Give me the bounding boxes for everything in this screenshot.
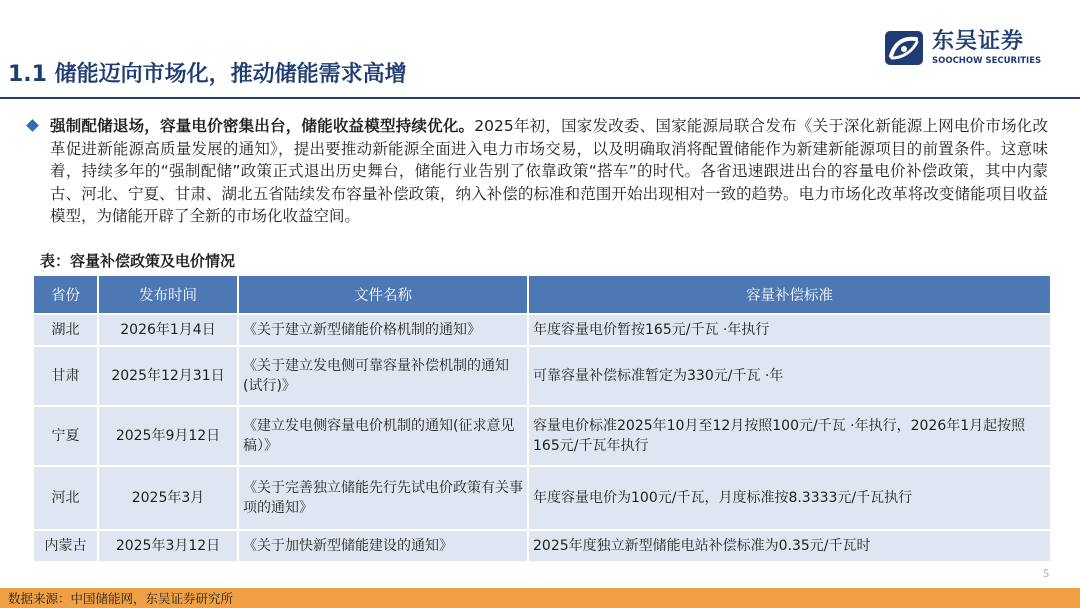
company-logo: [884, 28, 1054, 70]
body-section: [28, 115, 1048, 228]
cell-standard: 年度容量电价为100元/千瓦，月度标准按8.3333元/千瓦执行: [528, 466, 1050, 530]
cell-date: 2025年3月: [98, 466, 238, 530]
cell-date: 2026年1月4日: [98, 314, 238, 346]
cell-province: 宁夏: [34, 406, 98, 466]
column-header-standard: 容量补偿标准: [528, 276, 1050, 314]
soochow-logo-icon: [884, 30, 924, 66]
data-source-note: 数据来源：中国储能网，东吴证券研究所: [8, 591, 234, 606]
cell-date: 2025年9月12日: [98, 406, 238, 466]
cell-document: 《关于加快新型储能建设的通知》: [238, 530, 528, 561]
cell-document: 《建立发电侧容量电价机制的通知(征求意见稿）》: [238, 406, 528, 466]
policy-table: [34, 276, 1050, 561]
table-row: [34, 530, 1050, 561]
cell-standard: 2025年度独立新型储能电站补偿标准为0.35元/千瓦时: [528, 530, 1050, 561]
cell-province: 湖北: [34, 314, 98, 346]
column-header-province: 省份: [34, 276, 98, 314]
column-header-document: 文件名称: [238, 276, 528, 314]
table-row: [34, 406, 1050, 466]
table-row: [34, 314, 1050, 346]
cell-date: 2025年3月12日: [98, 530, 238, 561]
table-row: [34, 466, 1050, 530]
cell-document: 《关于建立发电侧可靠容量补偿机制的通知(试行)》: [238, 346, 528, 406]
cell-document: 《关于建立新型储能价格机制的通知》: [238, 314, 528, 346]
cell-standard: 容量电价标准2025年10月至12月按照100元/千瓦 ·年执行，2026年1月起按照165元/千瓦年执行: [528, 406, 1050, 466]
cell-province: 河北: [34, 466, 98, 530]
table-row: [34, 346, 1050, 406]
cell-province: 内蒙古: [34, 530, 98, 561]
diamond-bullet-icon: [26, 119, 39, 132]
cell-province: 甘肃: [34, 346, 98, 406]
page-title: 1.1 储能迈向市场化，推动储能需求高增: [8, 62, 407, 87]
cell-date: 2025年12月31日: [98, 346, 238, 406]
page-number: 5: [1043, 566, 1049, 580]
table-header-row: [34, 276, 1050, 314]
footer-bar: [0, 588, 1080, 608]
paragraph-text: 2025年初，国家发改委、国家能源局联合发布《关于深化新能源上网电价市场化改革促进新能源高质量发展的通知》，提出要推动新能源全面进入电力市场交易，以及明确取消将配置储能作为新建新能源项目的前置条件。这意味着，持续多年的“强制配储”政策正式退出历史舞台，储能行业告别了依靠政策“搭车”的时代。各省迅速跟进出台的容量电价补偿政策，其中内蒙古、河北、宁夏、甘肃、湖北五省陆续发布容量补偿政策，纳入补偿的标准和范围开始出现相对一致的趋势。电力市场化改革将改变储能项目收益模型，为储能开辟了全新的市场化收益空间。: [50, 117, 1048, 225]
cell-standard: 年度容量电价暂按165元/千瓦 ·年执行: [528, 314, 1050, 346]
column-header-date: 发布时间: [98, 276, 238, 314]
cell-standard: 可靠容量补偿标准暂定为330元/千瓦 ·年: [528, 346, 1050, 406]
title-divider: [0, 97, 1080, 99]
paragraph-lead: 强制配储退场，容量电价密集出台，储能收益模型持续优化。: [50, 117, 475, 135]
logo-english-name: SOOCHOW SECURITIES: [932, 56, 1042, 66]
logo-chinese-name: 东吴证券: [932, 29, 1025, 54]
table-caption: 表：容量补偿政策及电价情况: [40, 252, 236, 270]
body-paragraph: [50, 115, 1048, 228]
cell-document: 《关于完善独立储能先行先试电价政策有关事项的通知》: [238, 466, 528, 530]
